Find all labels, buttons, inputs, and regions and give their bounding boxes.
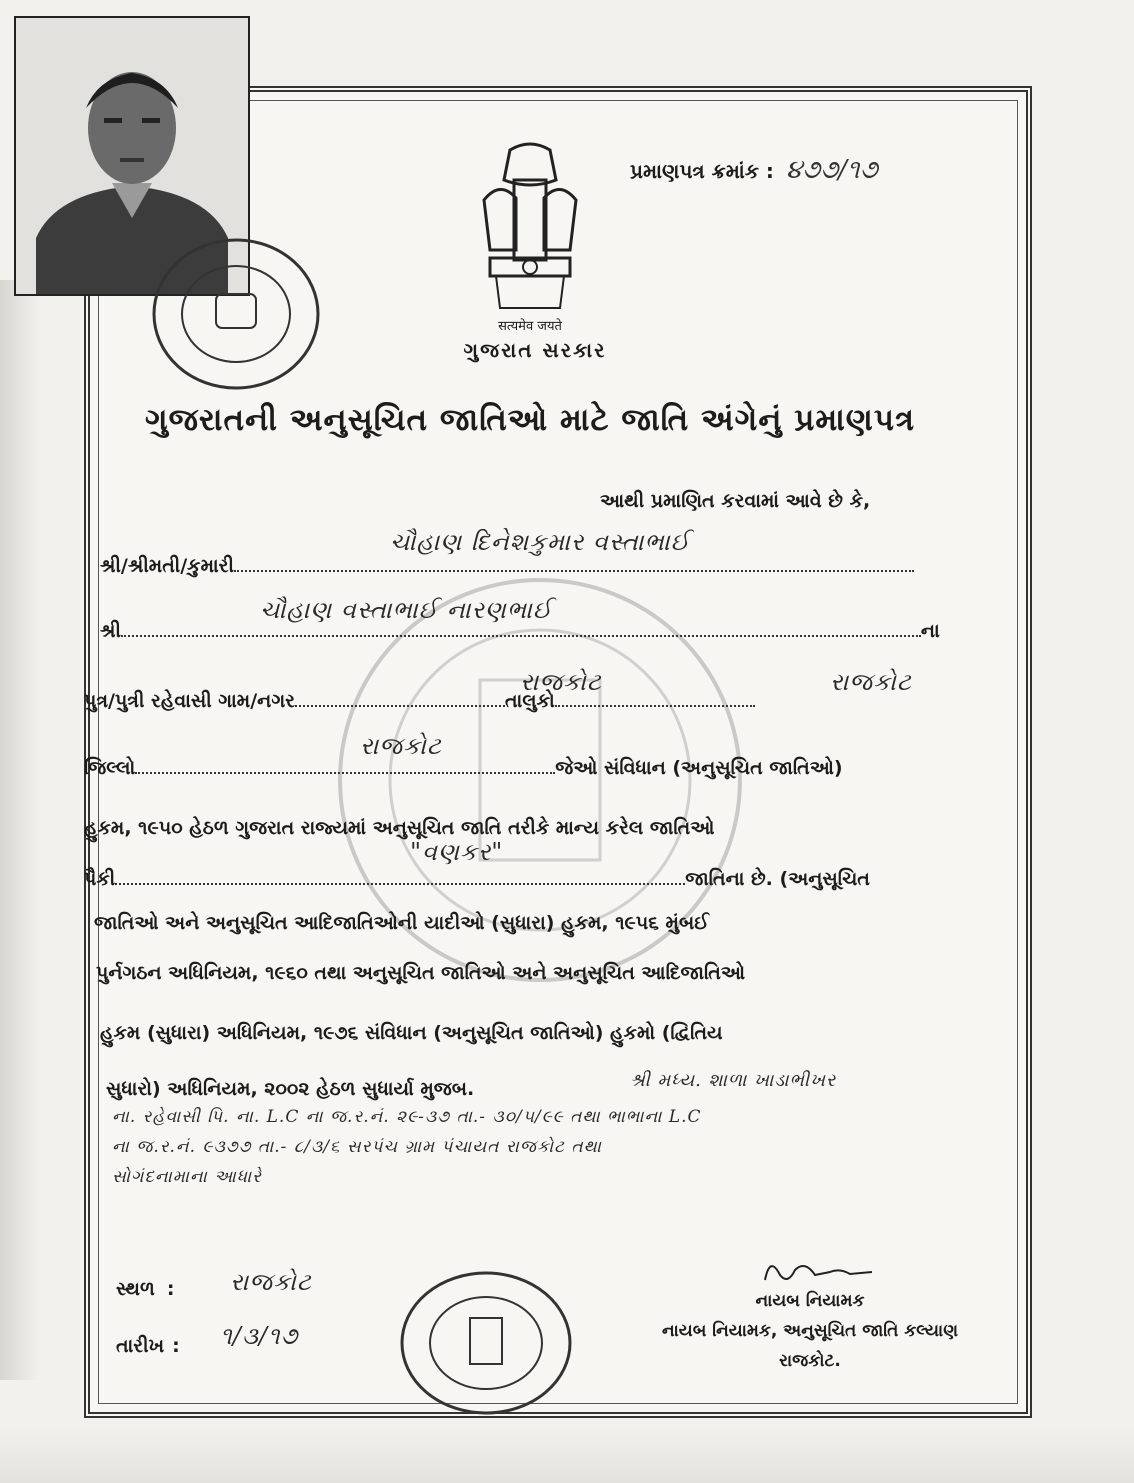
intro-text: આથી પ્રમાણિત કરવામાં આવે છે કે, bbox=[600, 490, 871, 512]
office-seal-bottom bbox=[398, 1268, 574, 1418]
residence-value: રાજકોટ bbox=[520, 668, 602, 696]
handwritten-note-1: શ્રી મધ્ય. શાળા ખાડાભીખર bbox=[630, 1070, 837, 1091]
handwritten-note-2: ના. રહેવાસી પિ. ના. L.C ના જ.ર.નં. ૨૯-૩૭ તા.- ૩૦/૫/૯૯ તથા ભાભાના L.C bbox=[112, 1107, 702, 1127]
taluka-value: રાજકોટ bbox=[830, 668, 912, 696]
officer-line-1: નાયબ નિયામક bbox=[755, 1291, 865, 1311]
district-row bbox=[84, 757, 843, 779]
residence-dotted-line bbox=[295, 691, 505, 707]
date-value: ૧/૩/૧૭ bbox=[220, 1322, 299, 1350]
officer-line-2: નાયબ નિયામક, અનુસૂચિત જાતિ કલ્યાણ bbox=[661, 1321, 959, 1341]
body-line-8: જાતિઓ અને અનુસૂચિત આદિજાતિઓની યાદીઓ (સુધારા) હુકમ, ૧૯૫૬ મુંબઈ bbox=[94, 912, 709, 934]
officer-line-3: રાજકોટ. bbox=[779, 1351, 841, 1371]
district-dotted-line bbox=[135, 758, 555, 774]
father-label: શ્રી bbox=[100, 620, 121, 642]
handwritten-note-4: સોગંદનામાના આધારે bbox=[112, 1167, 262, 1187]
certificate-number bbox=[630, 155, 878, 186]
certificate-title: ગુજરાતની અનુસૂચિત જાતિઓ માટે જાતિ અંગેનું પ્રમાણપત્ર bbox=[144, 402, 916, 438]
government-name: ગુજરાત સરકાર bbox=[463, 338, 607, 362]
emblem-motto: सत्यमेव जयते bbox=[498, 319, 562, 334]
certificate-number-label: પ્રમાણપત્ર ક્રમાંક : bbox=[630, 159, 774, 183]
caste-label: પૈકી bbox=[84, 868, 116, 890]
scan-shadow bbox=[0, 280, 40, 1380]
caste-suffix: જાતિના છે. (અનુસૂચિત bbox=[685, 868, 870, 890]
body-line-10: હુકમ (સુધારા) અધિનિયમ, ૧૯૭૬ સંવિધાન (અનુસૂચિત જાતિઓ) હુકમો (દ્વિતિય bbox=[100, 1022, 723, 1044]
name-value: ચૌહાણ દિનેશકુમાર વસ્તાભાઈ bbox=[390, 528, 691, 556]
name-label: શ્રી/શ્રીમતી/કુમારી bbox=[100, 555, 234, 577]
constitution-text: જેઓ સંવિધાન (અનુસૂચિત જાતિઓ) bbox=[555, 757, 843, 779]
handwritten-note-3: ના જ.ર.નં. ૯૩૭૭ તા.- ૮/૩/૬ સરપંચ ગ્રામ પંચાયત રાજકોટ તથા bbox=[112, 1137, 602, 1157]
residence-row bbox=[84, 690, 755, 712]
father-suffix: ના bbox=[920, 620, 940, 642]
place-value: રાજકોટ bbox=[230, 1268, 312, 1296]
caste-row bbox=[84, 868, 870, 890]
date-label: તારીખ bbox=[116, 1335, 165, 1357]
certificate-number-value: ૪૭૭/૧૭ bbox=[785, 155, 878, 185]
caste-value: "વણકર" bbox=[410, 838, 504, 866]
district-label: જિલ્લો bbox=[84, 757, 136, 779]
district-value: રાજકોટ bbox=[360, 732, 442, 760]
officer-designation bbox=[620, 1286, 1000, 1376]
place-colon: : bbox=[166, 1278, 175, 1300]
date-colon: : bbox=[172, 1335, 180, 1357]
body-line-9: પુર્નગઠન અધિનિયમ, ૧૯૬૦ તથા અનુસૂચિત જાતિઓ અને અનુસૂચિત આદિજાતિઓ bbox=[96, 962, 746, 984]
father-value: ચૌહાણ વસ્તાભાઈ નારણભાઈ bbox=[260, 596, 553, 624]
scan-shadow-bottom bbox=[0, 1423, 1134, 1483]
name-dotted-line bbox=[234, 556, 914, 572]
name-row bbox=[100, 555, 914, 577]
national-emblem-icon bbox=[470, 140, 590, 320]
place-row bbox=[116, 1278, 186, 1300]
office-seal-top bbox=[150, 236, 322, 392]
officer-signature bbox=[760, 1250, 880, 1290]
place-label: સ્થળ bbox=[116, 1278, 155, 1300]
body-line-11: સુધારો) અધિનિયમ, ૨૦૦૨ હેઠળ સુધાર્યા મુજબ. bbox=[106, 1078, 475, 1100]
caste-dotted-line bbox=[115, 869, 685, 885]
residence-label: પુત્ર/પુત્રી રહેવાસી ગામ/નગર bbox=[84, 690, 296, 712]
taluka-label: તાલુકો bbox=[505, 690, 555, 712]
date-row bbox=[116, 1335, 188, 1357]
order-1950-text: હુકમ, ૧૯૫૦ હેઠળ ગુજરાત રાજ્યમાં અનુસૂચિત જાતિ તરીકે માન્ય કરેલ જાતિઓ bbox=[84, 817, 715, 839]
